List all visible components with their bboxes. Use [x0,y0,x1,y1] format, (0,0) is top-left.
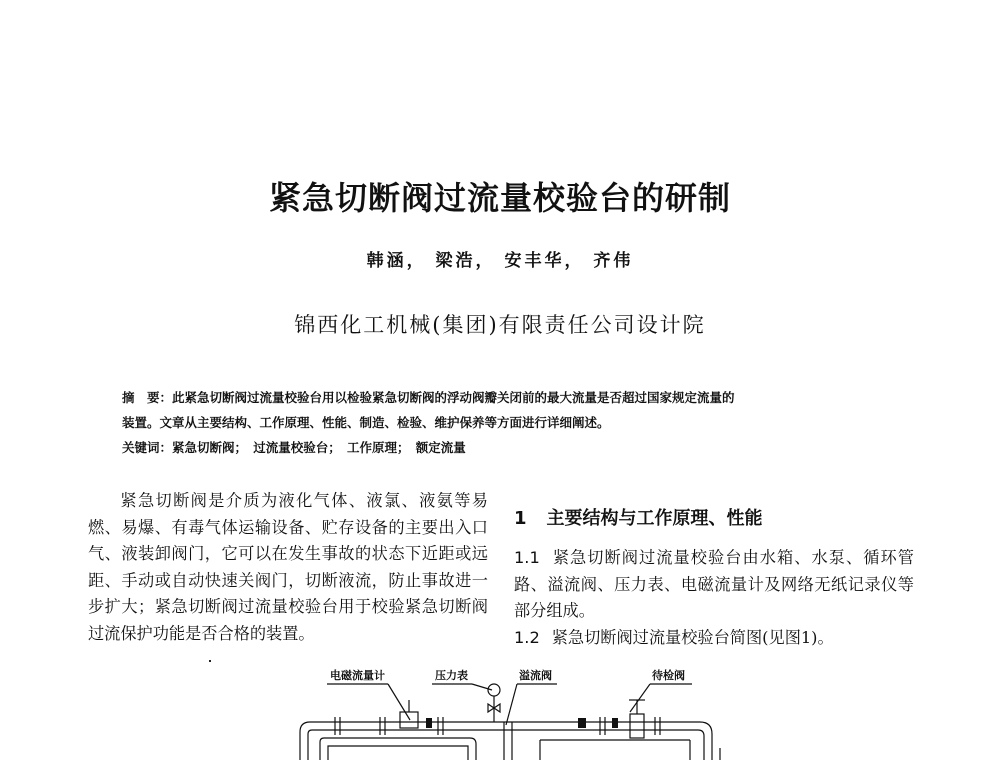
subsection-1-1 [514,545,914,625]
left-column [88,488,488,647]
loop-pipe-inner [328,746,468,760]
subsection-1-1-text: 紧急切断阀过流量校验台由水箱、水泵、循环管路、溢流阀、压力表、电磁流量计及网络无纸记录仪等部分组成。 [514,548,914,620]
authors: 韩涵， 梁浩， 安丰华， 齐伟 [366,251,634,271]
abstract-label: 摘 要： [122,390,173,405]
test-valve-body [630,714,644,738]
keywords-line [122,440,882,456]
keywords-text: 紧急切断阀； 过流量校验台； 工作原理； 额定流量 [172,440,466,455]
abstract-line-1 [122,390,882,406]
abstract-text-1: 此紧急切断阀过流量校验台用以检验紧急切断阀的浮动阀瓣关闭前的最大流量是否超过国家规定流量的 [172,390,735,405]
label-pressure-gauge: 压力表 [435,669,468,682]
label-test-valve: 待检阀 [652,669,685,682]
keywords-label: 关键词： [122,440,173,455]
loop-pipe-outer [320,738,476,760]
leader-overflow [506,684,517,725]
flowmeter-body [400,712,418,728]
subsection-1-2-text: 紧急切断阀过流量校验台简图(见图1)。 [551,627,834,647]
affiliation: 锦西化工机械(集团)有限责任公司设计院 [294,313,706,337]
section-number: 1 [514,508,527,529]
label-overflow-valve: 溢流阀 [519,669,552,682]
leader-flowmeter [388,684,410,720]
figure-1-diagram [0,660,1000,760]
abstract-line-2: 装置。文章从主要结构、工作原理、性能、制造、检验、维护保养等方面进行详细阐述。 [122,415,610,430]
small-fitting-2 [612,718,618,728]
label-flowmeter: 电磁流量计 [330,669,385,682]
paper-title: 紧急切断阀过流量校验台的研制 [268,179,731,217]
subsection-1-1-number: 1.1 [514,548,540,567]
intro-paragraph: 紧急切断阀是介质为液化气体、液氯、液氨等易燃、易爆、有毒气体运输设备、贮存设备的主要出入口气、液装卸阀门，它可以在发生事故的状态下近距或远距、手动或自动快速关阀门，切断液流，防止事故进一步扩大；紧急切断阀过流量校验台用于校验紧急切断阀过流保护功能是否合格的装置。 [88,491,488,643]
small-fitting-1 [578,718,586,728]
subsection-1-2 [514,625,914,652]
subsection-1-2-number: 1.2 [514,627,540,647]
leader-test-valve [630,684,650,712]
small-fitting-3 [426,718,432,728]
right-column [514,545,914,651]
main-pipe-outer [300,722,712,760]
section-title: 主要结构与工作原理、性能 [546,508,763,529]
pressure-gauge-dial [488,684,500,696]
section-heading [514,504,763,530]
